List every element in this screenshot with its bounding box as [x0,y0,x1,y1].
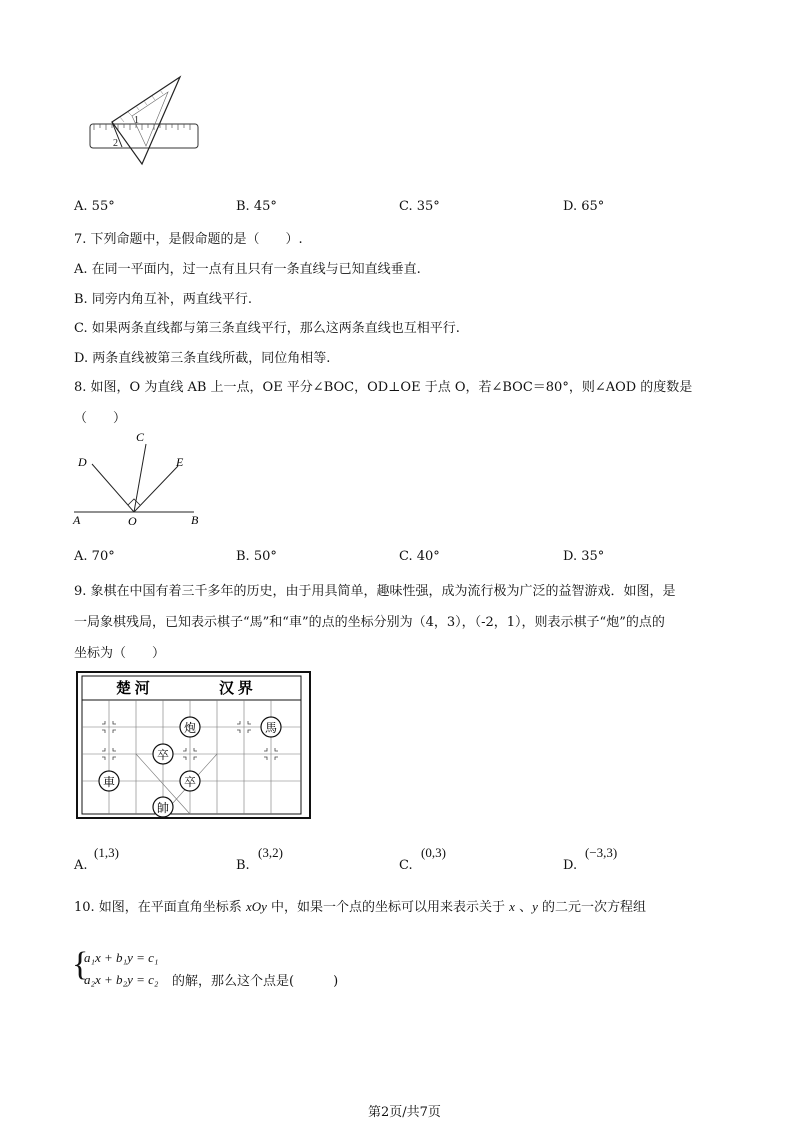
q6-option-b: B. 45° [236,199,277,214]
q8-label-d: D [78,455,87,469]
q9-stem-line3: 坐标为（ ） [74,646,166,661]
svg-text:炮: 炮 [183,721,197,735]
q7-option-c: C. 如果两条直线都与第三条直线平行，那么这两条直线也互相平行. [74,321,460,336]
q6-option-c: C. 35° [399,199,440,214]
q8-option-d: D. 35° [563,549,605,564]
q8-label-b: B [191,513,199,527]
q7-stem: 7. 下列命题中，是假命题的是（ ）. [74,232,303,247]
q8-label-c: C [136,430,145,444]
q9-river-right: 汉 界 [219,681,253,697]
q10-equation-system [72,946,182,992]
svg-text:車: 車 [102,775,116,789]
q8-option-a: A. 70° [74,549,115,564]
svg-text:卒: 卒 [183,775,197,789]
q8-ray-od [92,464,134,512]
q8-option-b: B. 50° [236,549,277,564]
q8-stem: 8. 如图，O 为直线 AB 上一点，OE 平分∠BOC，OD⊥OE 于点 O，若∠BOC＝80°，则∠AOD 的度数是 [74,380,693,395]
q8-label-a: A [73,513,81,527]
q6-figure [80,72,200,167]
q9-river-left: 楚 河 [116,681,150,697]
q9-stem-line2: 一局象棋残局，已知表示棋子“馬”和“車”的点的坐标分别为（4，3），（-2，1），则表示棋子“炮”的点的 [74,615,665,630]
q6-angle-1-label: 1 [134,115,139,126]
q7-option-a: A. 在同一平面内，过一点有且只有一条直线与已知直线垂直. [74,262,421,277]
q9-piece-shuai [153,797,173,817]
q6-angle-2-label: 2 [113,138,118,149]
q6-option-d: D. 65° [563,199,605,214]
left-brace-icon: { [72,946,89,983]
q9-piece-pao [180,717,200,737]
svg-text:帥: 帥 [156,801,170,815]
q9-piece-zu-1 [153,744,173,764]
q8-label-o: O [128,514,137,528]
q10-eq2: a₂x + b₂y = c₂ [84,972,159,987]
svg-text:卒: 卒 [156,748,170,762]
q8-figure [70,428,220,528]
q8-stem-cont: （ ） [74,411,127,426]
q8-right-angle-mark [128,499,140,505]
q10-stem: 10. 如图，在平面直角坐标系 xOy 中，如果一个点的坐标可以用来表示关于 x 、y 的二元一次方程组 [74,899,646,915]
q9-piece-che [99,771,119,791]
q6-option-a: A. 55° [74,199,115,214]
q9-piece-zu-2 [180,771,200,791]
svg-text:馬: 馬 [264,721,278,735]
q7-option-b: B. 同旁内角互补，两直线平行. [74,292,252,307]
q7-option-d: D. 两条直线被第三条直线所截，同位角相等. [74,351,331,366]
q10-eq1: a₁x + b₁y = c₁ [84,950,159,965]
q8-option-c: C. 40° [399,549,440,564]
q9-stem-line1: 9. 象棋在中国有着三千多年的历史，由于用具简单，趣味性强，成为流行极为广泛的益智游戏．如图，是 [74,584,676,599]
q10-stem-after: 的解，那么这个点是( ) [172,974,339,989]
q9-chess-board [76,671,312,821]
page-number: 第2页/共7页 [368,1105,441,1120]
q9-piece-ma [261,717,281,737]
q8-label-e: E [176,455,184,469]
